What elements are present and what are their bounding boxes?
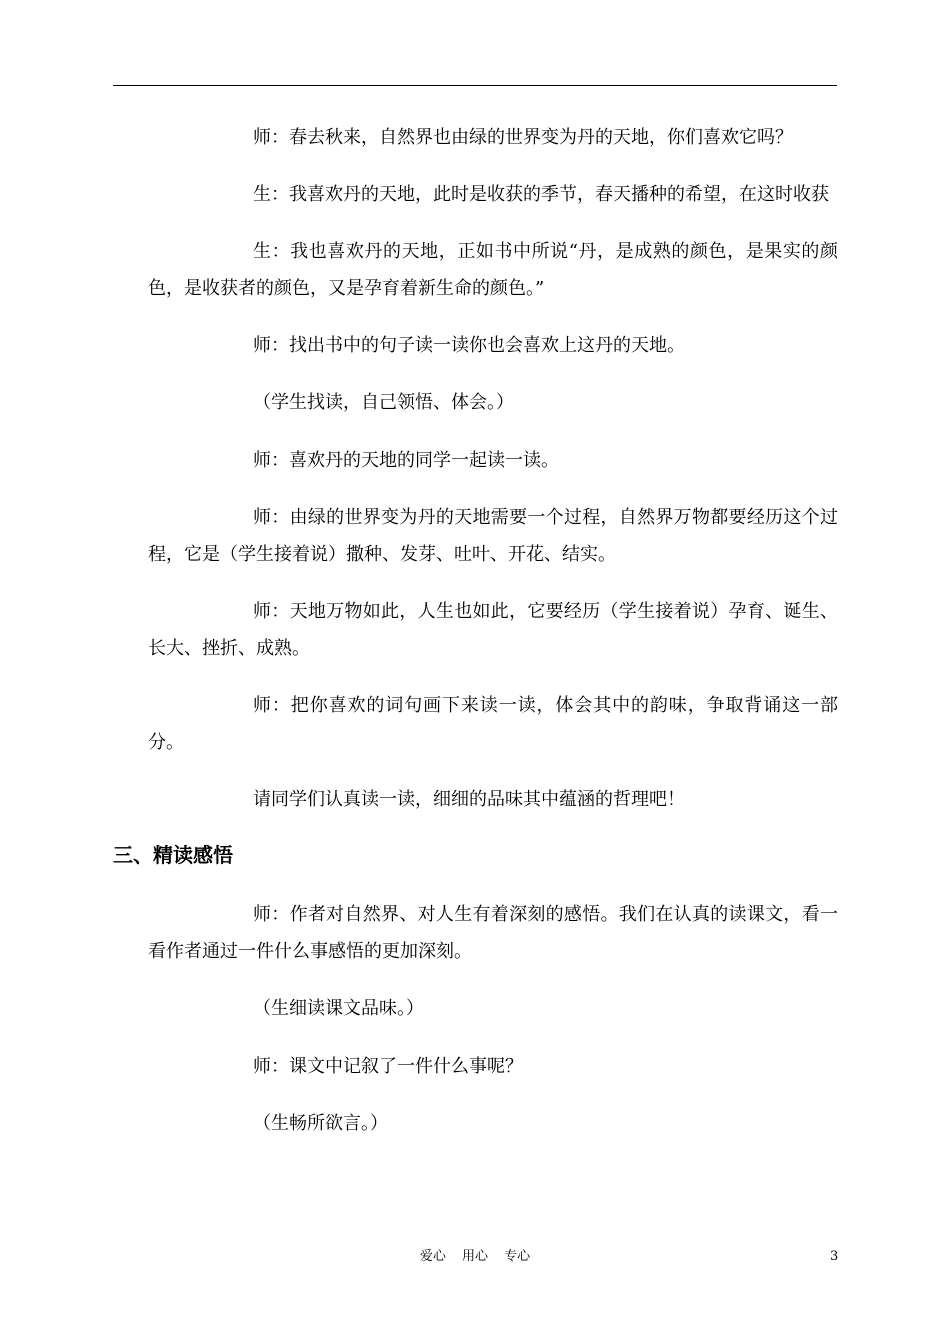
paragraph: 师：天地万物如此，人生也如此，它要经历（学生接着说）孕育、诞生、长大、挫折、成熟。 [148, 601, 838, 659]
paragraph: （生畅所欲言。） [253, 1113, 388, 1134]
paragraph: 师：喜欢丹的天地的同学一起读一读。 [253, 450, 559, 471]
footer-motto-item: 用心 [461, 1249, 488, 1264]
paragraph: 师：作者对自然界、对人生有着深刻的感悟。我们在认真的读课文，看一看作者通过一件什么事感悟的更加深刻。 [148, 904, 838, 962]
section-heading: 三、精读感悟 [113, 843, 233, 867]
paragraph: 师：课文中记叙了一件什么事呢？ [253, 1056, 523, 1077]
paragraph: 师：把你喜欢的词句画下来读一读，体会其中的韵味，争取背诵这一部分。 [148, 695, 838, 753]
paragraph: 师：由绿的世界变为丹的天地需要一个过程，自然界万物都要经历这个过程，它是（学生接着说）撒种、发芽、吐叶、开花、结实。 [148, 507, 838, 565]
paragraph: 生：我也喜欢丹的天地，正如书中所说“丹，是成熟的颜色，是果实的颜色，是收获者的颜色，又是孕育着新生命的颜色。” [148, 241, 838, 299]
footer-motto [0, 1248, 950, 1266]
paragraph: 师：找出书中的句子读一读你也会喜欢上这丹的天地。 [253, 335, 685, 356]
paragraph: 师：春去秋来，自然界也由绿的世界变为丹的天地，你们喜欢它吗？ [253, 127, 793, 148]
footer-motto-item: 专心 [504, 1249, 531, 1264]
page-number: 3 [830, 1249, 839, 1264]
footer-motto-item: 爱心 [419, 1249, 446, 1264]
header-rule [113, 85, 837, 86]
paragraph: 请同学们认真读一读，细细的品味其中蕴涵的哲理吧！ [253, 789, 685, 810]
paragraph: 生：我喜欢丹的天地，此时是收获的季节，春天播种的希望，在这时收获 [253, 184, 829, 205]
paragraph: （生细读课文品味。） [253, 998, 424, 1019]
paragraph: （学生找读，自己领悟、体会。） [253, 392, 514, 413]
